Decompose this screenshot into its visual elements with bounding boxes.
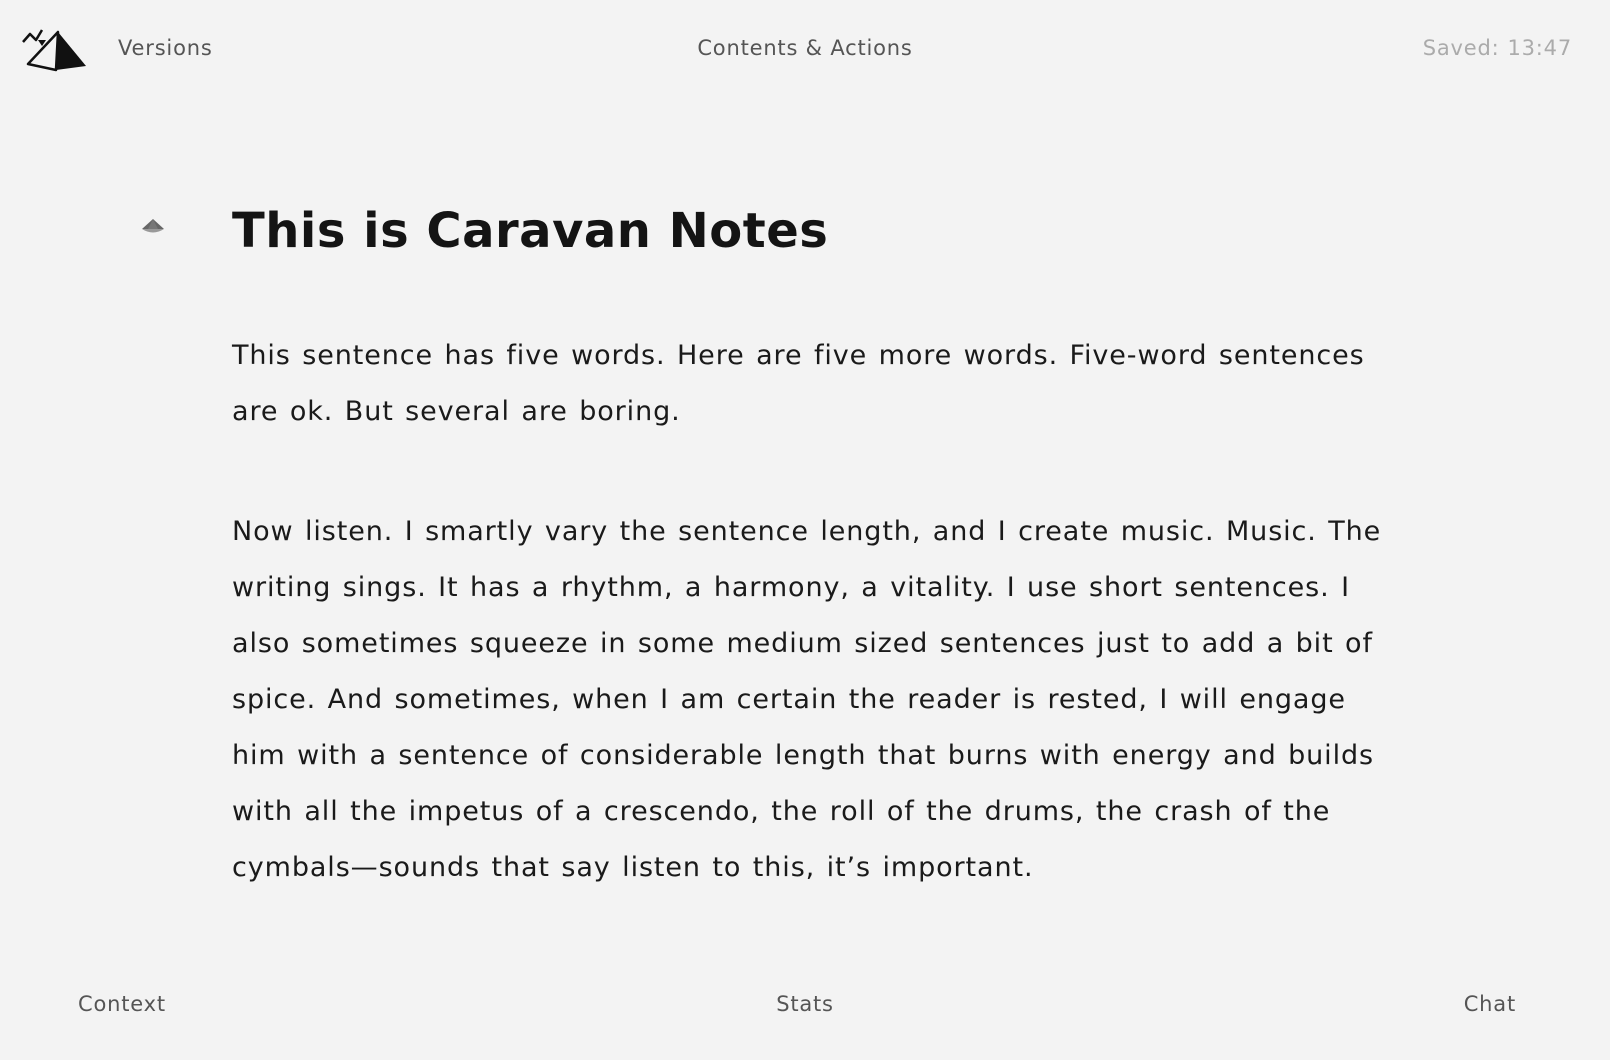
contents-actions-container: [0, 36, 1610, 60]
saved-time: 13:47: [1507, 36, 1572, 60]
paragraph-2[interactable]: Now listen. I smartly vary the sentence length, and I create music. Music. The writing sings. It has a rhythm, a harmony, a vitality. I use short sentences. I also sometimes squeeze in some medium sized sentences just to add a bit of spice. And sometimes, when I am certain the reader is rested, I will engage him with a sentence of considerable length that burns with energy and builds with all the impetus of a crescendo, the roll of the drums, the crash of the cymbals—sounds that say listen to this, it’s important.: [232, 516, 1382, 883]
stats-container: [0, 992, 1610, 1016]
save-status: [1423, 36, 1572, 60]
contents-actions-button[interactable]: Contents & Actions: [697, 36, 913, 60]
chat-button[interactable]: Chat: [1463, 992, 1516, 1016]
saved-label: Saved:: [1422, 36, 1500, 60]
eye-icon[interactable]: [140, 218, 166, 236]
stats-button[interactable]: Stats: [776, 992, 834, 1016]
context-button[interactable]: Context: [78, 992, 166, 1016]
versions-button[interactable]: Versions: [118, 36, 213, 60]
document-editor[interactable]: [232, 190, 1382, 896]
paragraph-1[interactable]: This sentence has five words. Here are five more words. Five-word sentences are ok. But several are boring.: [232, 340, 1365, 427]
document-title[interactable]: This is Caravan Notes: [232, 203, 829, 259]
